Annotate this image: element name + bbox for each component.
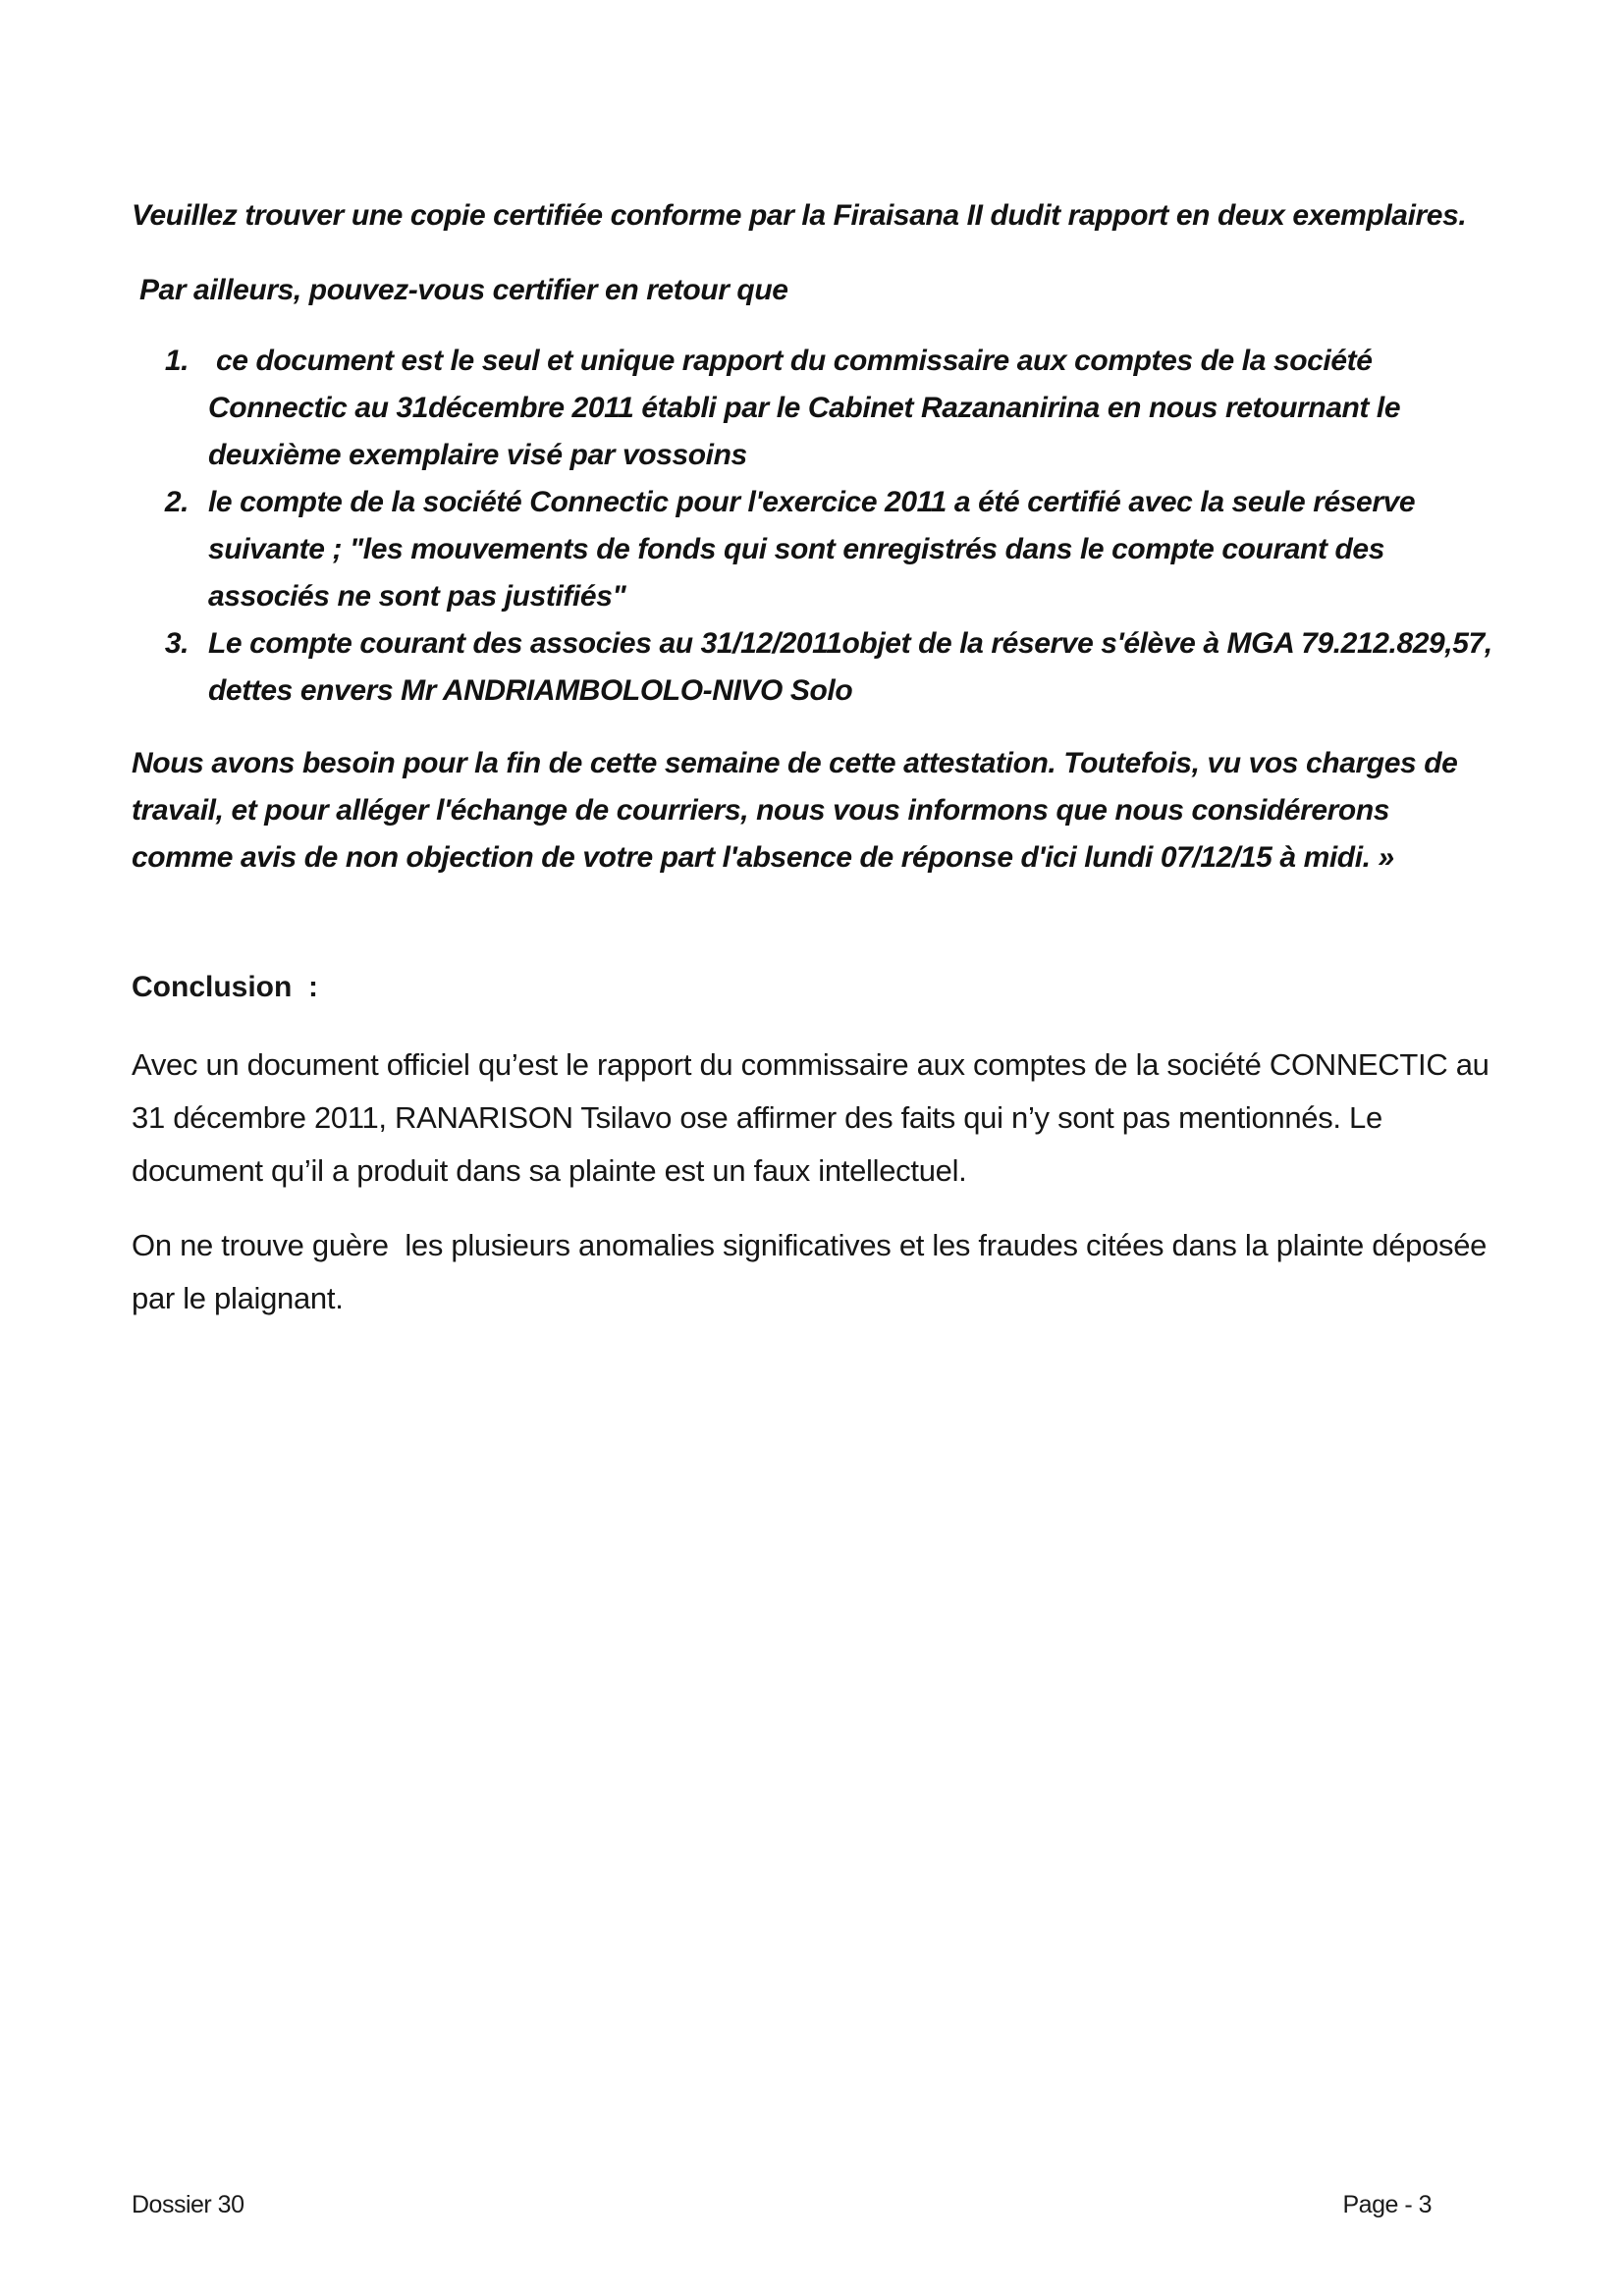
- quote-paragraph-par-ailleurs: Par ailleurs, pouvez-vous certifier en retour que: [132, 274, 788, 306]
- quote-paragraph-attestation-deadline: Nous avons besoin pour la fin de cette semaine de cette attestation. Toutefois, vu vos charges de travail, et pour alléger l'échange de courriers, nous vous informons que nous considérerons comme avis de non objection de votre part l'absence de réponse d'ici lundi 07/12/15 à midi. »: [132, 747, 1466, 874]
- conclusion-paragraph-faux-intellectuel: Avec un document officiel qu’est le rapport du commissaire aux comptes de la société CONNECTIC au 31 décembre 2011, RANARISON Tsilavo ose affirmer des faits qui n’y sont pas mentionnés. Le document qu’il a produit dans sa plainte est un faux intellectuel.: [132, 1047, 1497, 1189]
- conclusion-heading: Conclusion :: [132, 971, 318, 1003]
- certification-list-item-3: 3. Le compte courant des associes au 31/12/2011objet de la réserve s'élève à MGA 79.212.829,57, dettes envers Mr ANDRIAMBOLOLO-NIVO Solo: [196, 620, 1492, 715]
- page-footer: [132, 2191, 1432, 2219]
- certification-list: [132, 338, 1500, 715]
- certification-list-item-1: 1. ce document est le seul et unique rapport du commissaire aux comptes de la société Connectic au 31décembre 2011 établi par le Cabinet Razananirina en nous retournant le deuxième exemplaire visé par vossoins: [196, 338, 1492, 479]
- certification-list-item-2: 2. le compte de la société Connectic pour l'exercice 2011 a été certifié avec la seule réserve suivante ; "les mouvements de fonds qui sont enregistrés dans le compte courant des associés ne sont pas justifiés": [196, 479, 1492, 620]
- quote-paragraph-copie-certifiee: Veuillez trouver une copie certifiée conforme par la Firaisana II dudit rapport en deux exemplaires.: [132, 199, 1467, 232]
- quoted-letter-section: [132, 0, 1500, 881]
- conclusion-section: [132, 962, 1497, 1325]
- footer-dossier-label: Dossier 30: [132, 2191, 244, 2218]
- footer-page-number: Page - 3: [1342, 2191, 1432, 2218]
- conclusion-paragraph-anomalies: On ne trouve guère les plusieurs anomalies significatives et les fraudes citées dans la plainte déposée par le plaignant.: [132, 1228, 1495, 1315]
